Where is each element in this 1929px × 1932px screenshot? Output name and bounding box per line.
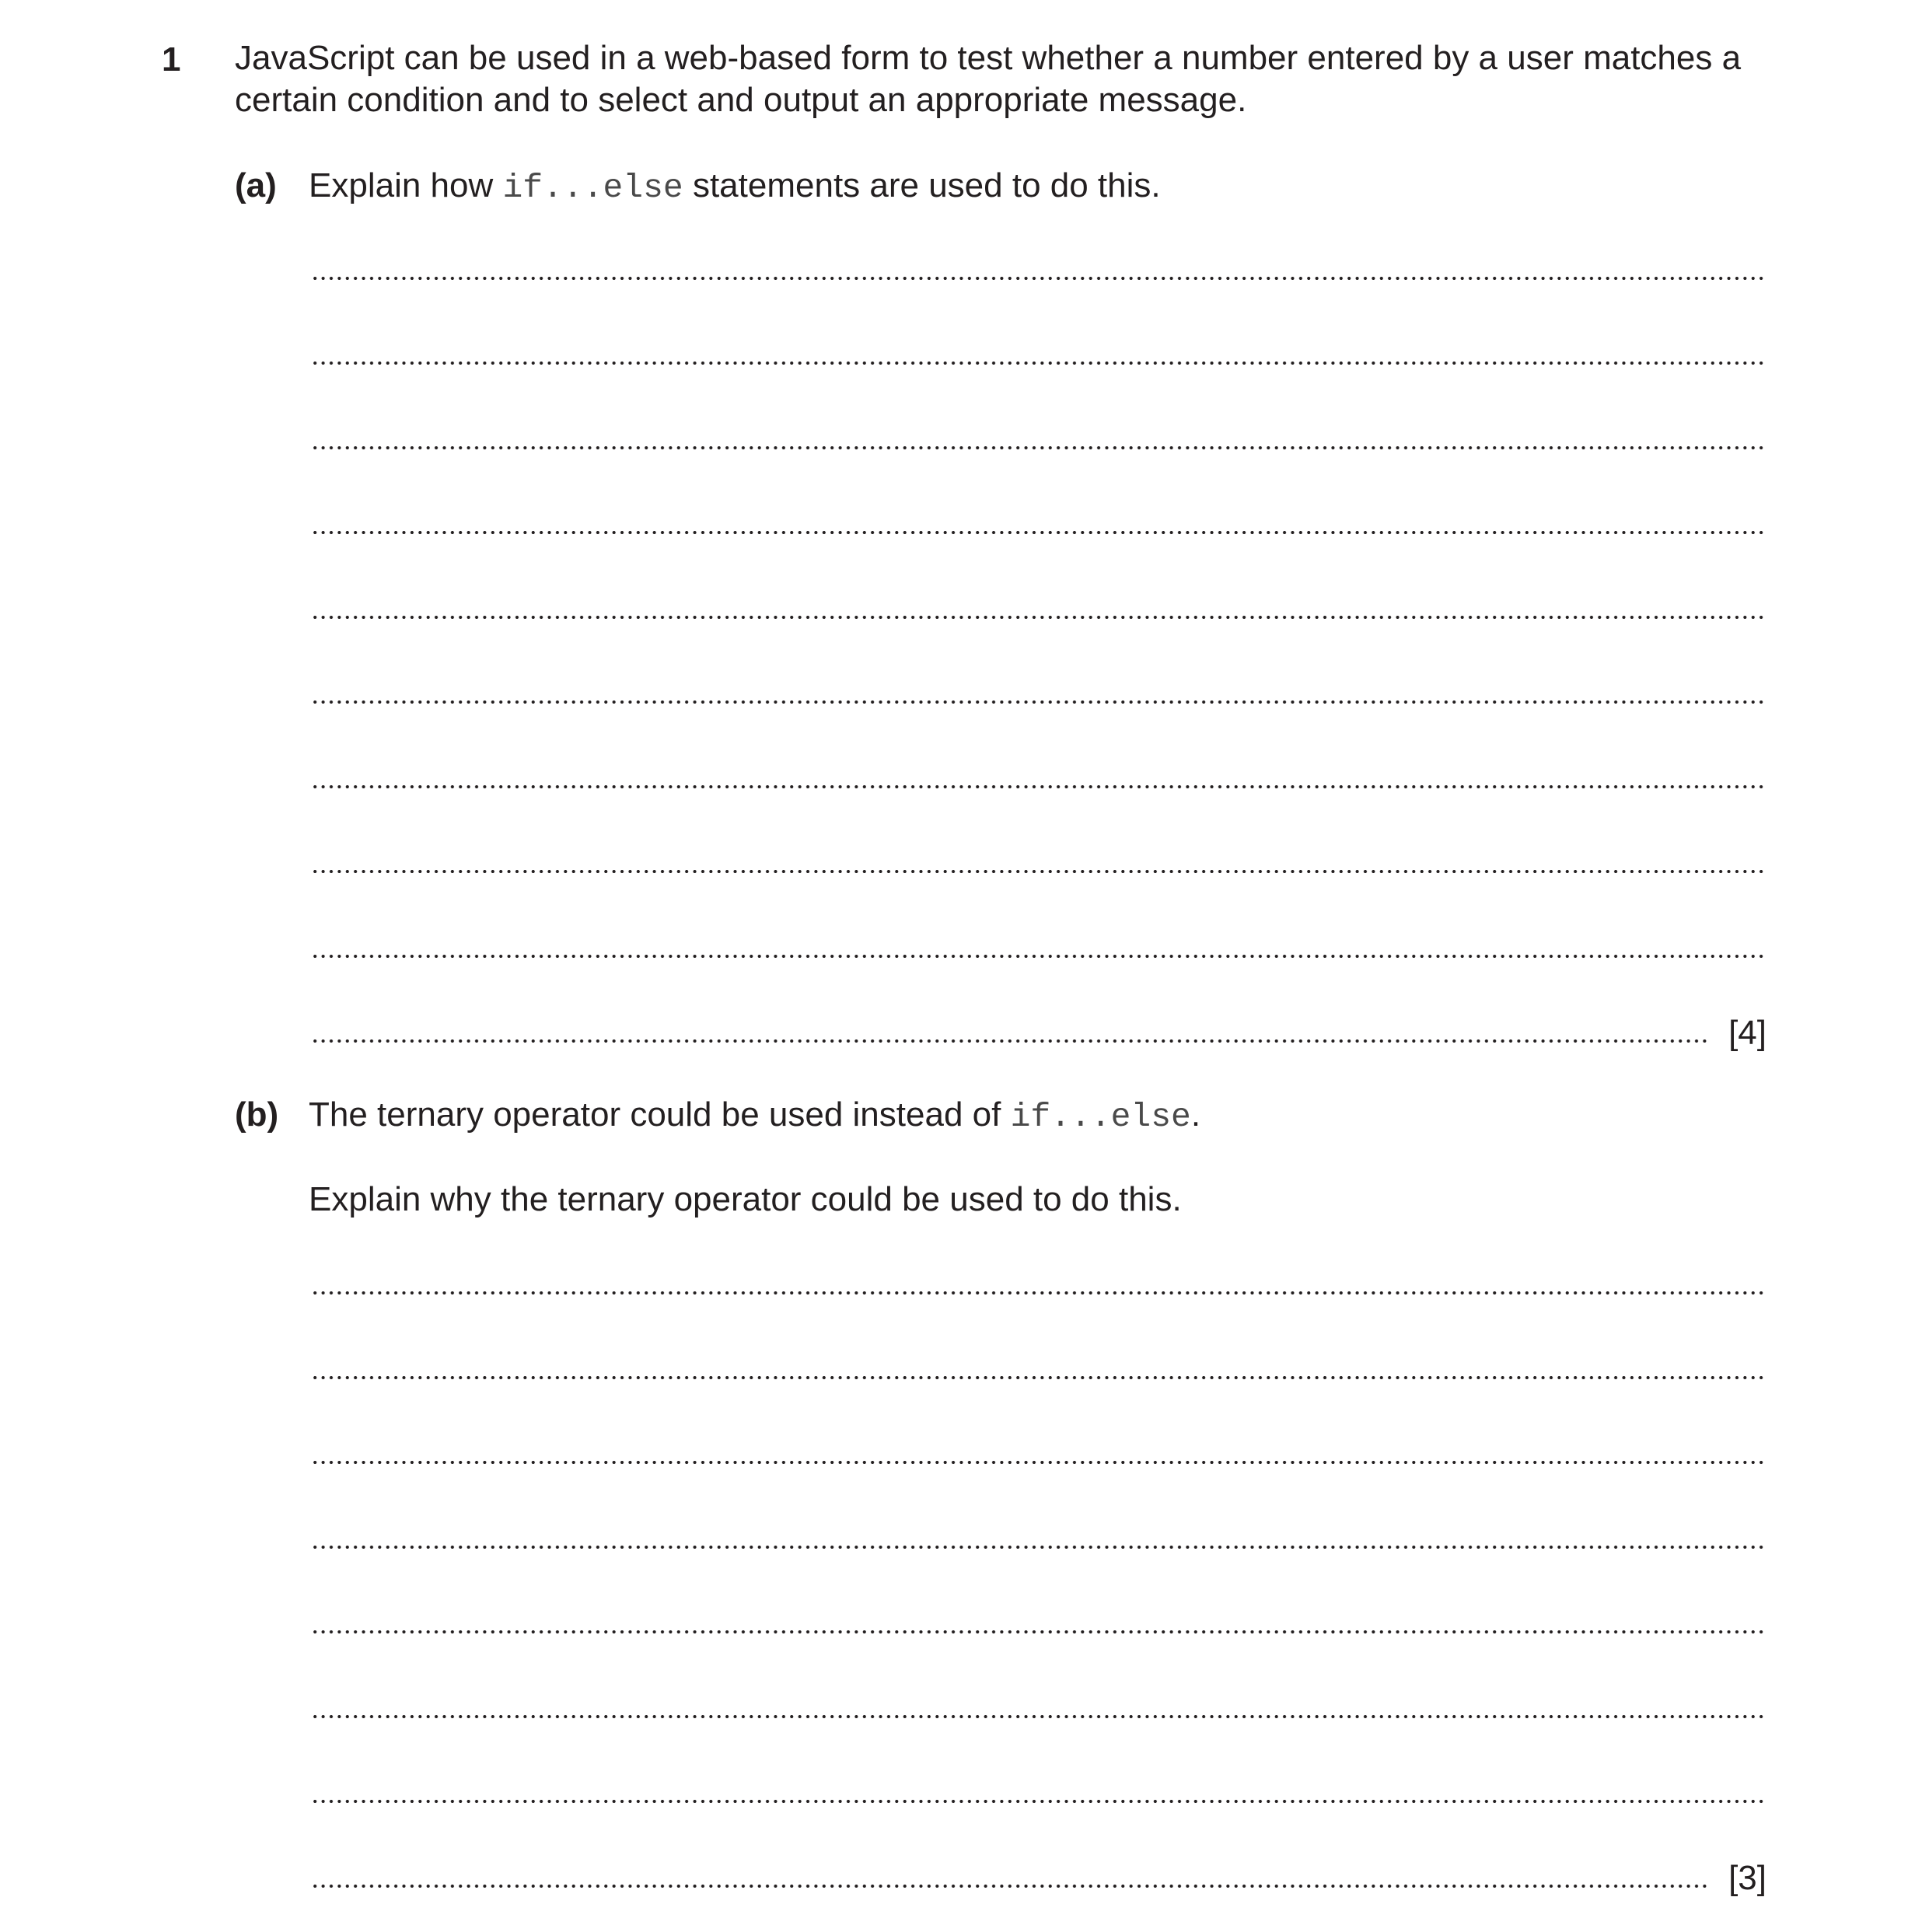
question-number: 1: [162, 40, 181, 79]
answer-line[interactable]: [311, 868, 1767, 875]
answer-line[interactable]: [311, 953, 1767, 959]
part-b-text-after: .: [1190, 1095, 1201, 1134]
answer-line[interactable]: [311, 1544, 1767, 1550]
answer-line[interactable]: [311, 1459, 1767, 1466]
part-a-code: if...else: [502, 169, 683, 207]
answer-line[interactable]: [311, 445, 1767, 451]
part-b-text-before: The ternary operator could be used instead of: [309, 1095, 1011, 1134]
answer-line[interactable]: [311, 1883, 1711, 1889]
part-a-text-before: Explain how: [309, 166, 503, 204]
answer-line[interactable]: [311, 614, 1767, 620]
part-a-label: (a): [235, 166, 277, 204]
answer-line[interactable]: [311, 1375, 1767, 1381]
answer-line[interactable]: [311, 1798, 1767, 1804]
part-a-marks: [4]: [1728, 1014, 1767, 1052]
part-b-code: if...else: [1010, 1098, 1191, 1136]
answer-line[interactable]: [311, 1290, 1767, 1296]
answer-line[interactable]: [311, 784, 1767, 790]
part-b-prompt: [309, 1094, 1786, 1138]
answer-line[interactable]: [311, 529, 1767, 536]
part-b-label: (b): [235, 1095, 279, 1134]
part-b-instruction: Explain why the ternary operator could be used to do this.: [309, 1180, 1182, 1218]
question-stem: JavaScript can be used in a web-based form to test whether a number entered by a user matches a certain condition and to select and output an appropriate message.: [235, 39, 1742, 119]
answer-line[interactable]: [311, 1629, 1767, 1635]
answer-line[interactable]: [311, 1038, 1711, 1044]
answer-line[interactable]: [311, 360, 1767, 366]
answer-line[interactable]: [311, 275, 1767, 281]
part-a-text-after: statements are used to do this.: [683, 166, 1161, 204]
answer-line[interactable]: [311, 1714, 1767, 1720]
part-a-prompt: [309, 165, 1786, 209]
part-b-marks: [3]: [1728, 1859, 1767, 1897]
answer-line[interactable]: [311, 699, 1767, 705]
